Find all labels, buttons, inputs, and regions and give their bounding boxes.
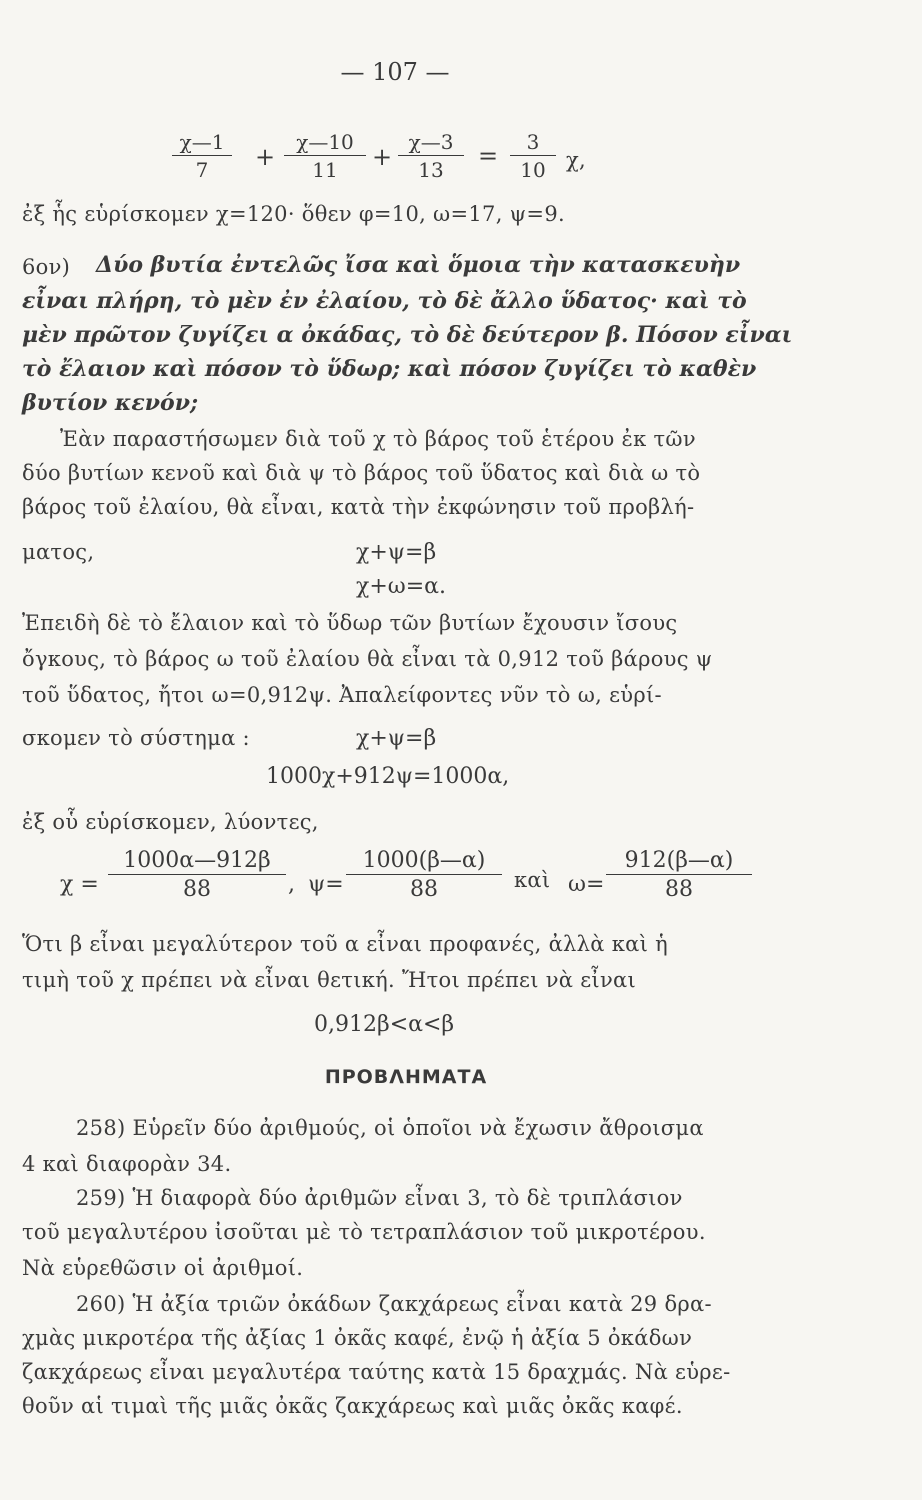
text-line: ἐξ ἧς εὑρίσκομεν χ=120· ὅθεν φ=10, ω=17, ψ=9. (22, 202, 565, 226)
problem-number: 6ον) (22, 255, 71, 279)
text-line: ὄγκους, τὸ βάρος ω τοῦ ἐλαίου θὰ εἶναι τὰ 0,912 τοῦ βάρους ψ (22, 647, 713, 671)
fraction-denominator: 88 (665, 877, 693, 902)
fraction-numerator: 912(β—α) (624, 848, 734, 873)
problem-text: 259) Ἡ διαφορὰ δύο ἀριθμῶν εἶναι 3, τὸ δὲ τριπλάσιον (76, 1186, 683, 1210)
problem-text: τὸ ἔλαιον καὶ πόσον τὸ ὕδωρ; καὶ πόσον ζυγίζει τὸ καθὲν (22, 356, 757, 382)
fraction-denominator: 88 (183, 877, 211, 902)
fraction-y (346, 848, 502, 902)
text-line: βάρος τοῦ ἐλαίου, θὰ εἶναι, κατὰ τὴν ἐκφώνησιν τοῦ προβλή- (22, 495, 695, 519)
problem-text: μὲν πρῶτον ζυγίζει α ὀκάδας, τὸ δὲ δεύτερον β. Πόσον εἶναι (22, 322, 793, 348)
fraction-1 (172, 130, 232, 182)
fraction-bar (108, 874, 286, 875)
fraction-x (108, 848, 286, 902)
text-line: ματος, (22, 540, 95, 564)
fraction-numerator: 1000(β—α) (362, 848, 486, 873)
problem-text: Δύο βυτία ἐντελῶς ἴσα καὶ ὅμοια τὴν κατασκευὴν (96, 252, 741, 278)
equation-tail: χ, (566, 148, 587, 172)
fraction-denominator: 88 (410, 877, 438, 902)
fraction-4 (510, 130, 556, 182)
fraction-numerator: 1000α—912β (123, 848, 271, 873)
fraction-3 (398, 130, 464, 182)
fraction-numerator: χ—1 (179, 130, 225, 154)
equation: χ+ω=α. (356, 574, 446, 599)
conjunction: καὶ (514, 868, 551, 892)
text-line: Ἐὰν παραστήσωμεν διὰ τοῦ χ τὸ βάρος τοῦ ἑτέρου ἐκ τῶν (60, 427, 696, 451)
text-line: Ἐπειδὴ δὲ τὸ ἔλαιον καὶ τὸ ὕδωρ τῶν βυτίων ἔχουσιν ἴσους (22, 611, 678, 635)
plus-sign: + (255, 143, 276, 171)
variable-label: ω= (568, 872, 605, 897)
problem-text: ζακχάρεως εἶναι μεγαλυτέρα ταύτης κατὰ 15 δραχμάς. Νὰ εὑρε- (22, 1360, 731, 1384)
fraction-denominator: 11 (312, 158, 338, 182)
problem-text: 258) Εὑρεῖν δύο ἀριθμούς, οἱ ὁποῖοι νὰ ἔχωσιν ἄθροισμα (76, 1116, 704, 1140)
fraction-denominator: 13 (418, 158, 444, 182)
text-line: δύο βυτίων κενοῦ καὶ διὰ ψ τὸ βάρος τοῦ ὕδατος καὶ διὰ ω τὸ (22, 461, 701, 485)
equation: 1000χ+912ψ=1000α, (266, 764, 510, 789)
page-number: — 107 — (340, 58, 450, 86)
inequality: 0,912β<α<β (314, 1012, 455, 1037)
text-line: Ὅτι β εἶναι μεγαλύτερον τοῦ α εἶναι προφανές, ἀλλὰ καὶ ἡ (22, 932, 669, 956)
fraction-bar (346, 874, 502, 875)
problem-text: εἶναι πλήρη, τὸ μὲν ἐν ἐλαίου, τὸ δὲ ἄλλο ὕδατος· καὶ τὸ (22, 288, 747, 314)
problem-text: Νὰ εὑρεθῶσιν οἱ ἀριθμοί. (22, 1256, 304, 1280)
text-line: σκομεν τὸ σύστημα : (22, 726, 250, 750)
fraction-bar (172, 155, 232, 156)
fraction-bar (606, 874, 752, 875)
equation: χ+ψ=β (356, 726, 437, 751)
text-line: τοῦ ὕδατος, ἤτοι ω=0,912ψ. Ἀπαλείφοντες νῦν τὸ ω, εὑρί- (22, 683, 662, 707)
fraction-bar (398, 155, 464, 156)
fraction-w (606, 848, 752, 902)
fraction-denominator: 7 (195, 158, 209, 182)
fraction-numerator: χ—3 (408, 130, 454, 154)
problem-text: 260) Ἡ ἀξία τριῶν ὀκάδων ζακχάρεως εἶναι κατὰ 29 δρα- (76, 1292, 712, 1316)
fraction-numerator: χ—10 (296, 130, 354, 154)
problem-text: 4 καὶ διαφορὰν 34. (22, 1152, 232, 1176)
problem-text: τοῦ μεγαλυτέρου ἰσοῦται μὲ τὸ τετραπλάσιον τοῦ μικροτέρου. (22, 1220, 706, 1244)
equals-sign: = (478, 142, 499, 170)
text-line: ἐξ οὗ εὑρίσκομεν, λύοντες, (22, 810, 319, 834)
problem-text: χμὰς μικροτέρα τῆς ἀξίας 1 ὀκᾶς καφέ, ἐνῷ ἡ ἀξία 5 ὀκάδων (22, 1326, 693, 1350)
fraction-bar (284, 155, 366, 156)
fraction-2 (284, 130, 366, 182)
section-heading: ΠΡΟΒΛΗΜΑΤΑ (324, 1066, 488, 1088)
fraction-numerator: 3 (526, 130, 540, 154)
problem-text: βυτίον κενόν; (22, 390, 199, 416)
fraction-bar (510, 155, 556, 156)
equation: χ+ψ=β (356, 540, 437, 565)
comma: , (288, 872, 295, 897)
variable-label: χ = (60, 872, 99, 897)
variable-label: ψ= (308, 872, 344, 897)
fraction-denominator: 10 (520, 158, 546, 182)
text-line: τιμὴ τοῦ χ πρέπει νὰ εἶναι θετική. Ἤτοι πρέπει νὰ εἶναι (22, 968, 637, 992)
plus-sign: + (372, 143, 393, 171)
problem-text: θοῦν αἱ τιμαὶ τῆς μιᾶς ὀκᾶς ζακχάρεως καὶ μιᾶς ὀκᾶς καφέ. (22, 1394, 683, 1418)
